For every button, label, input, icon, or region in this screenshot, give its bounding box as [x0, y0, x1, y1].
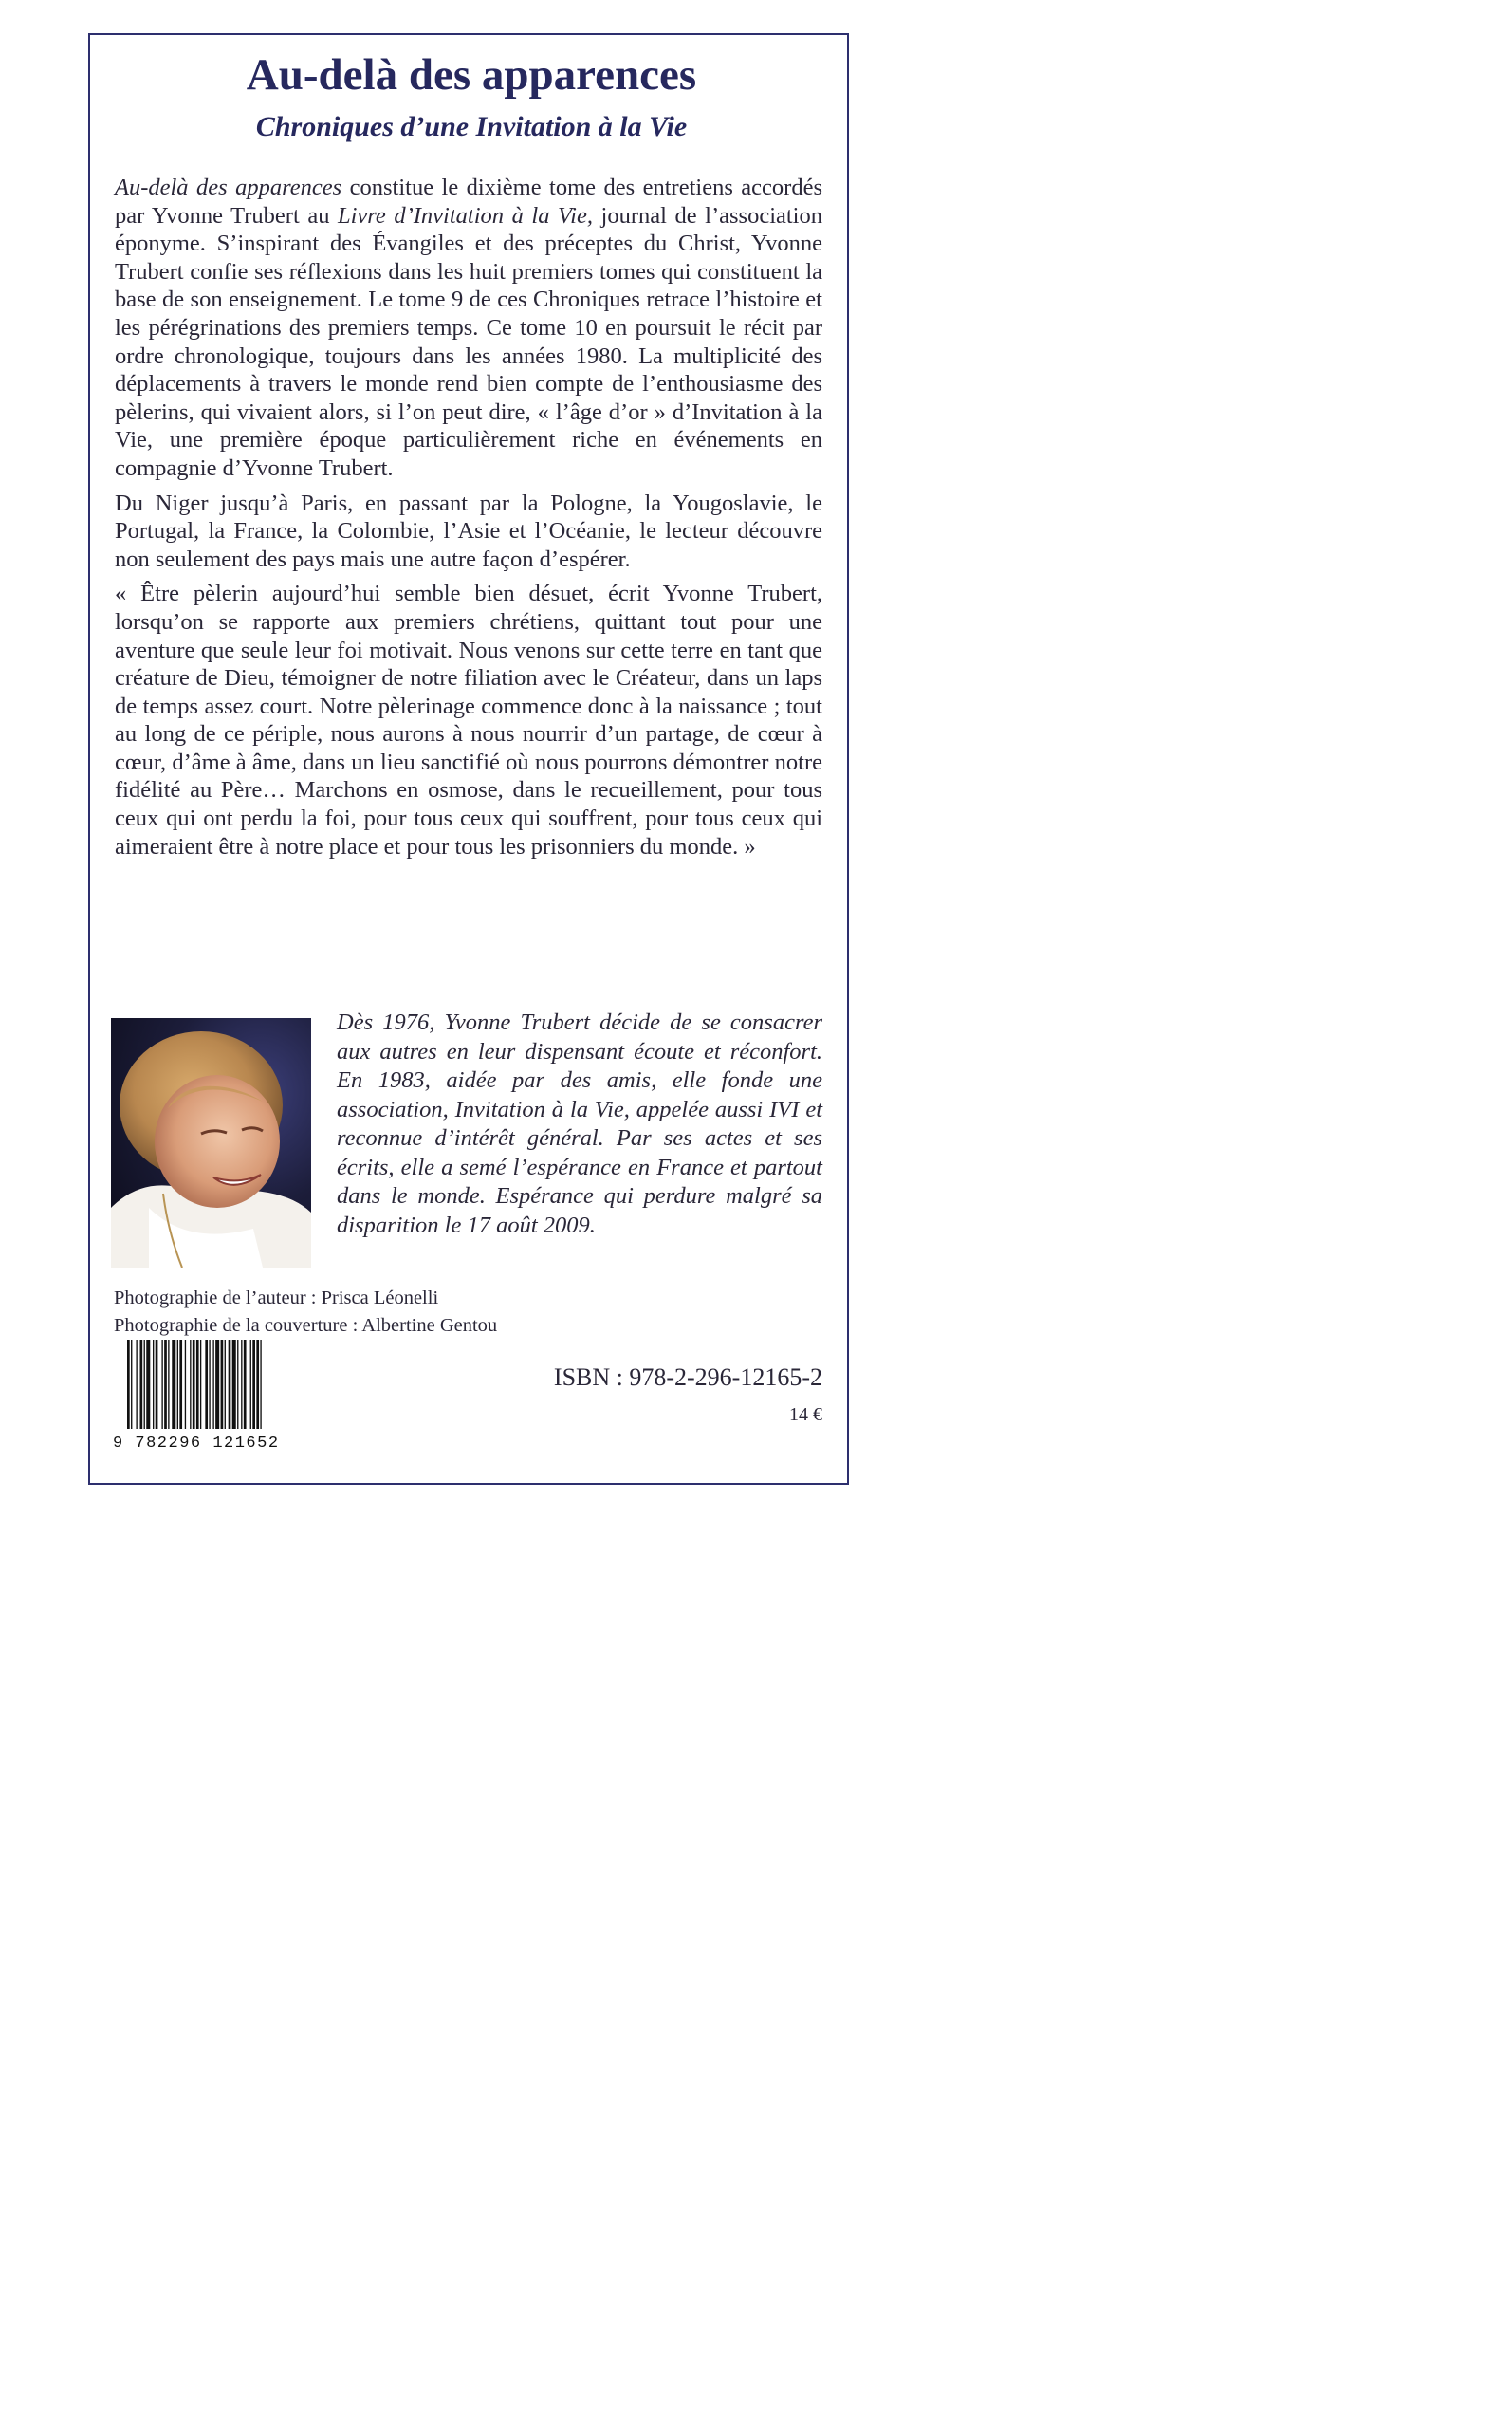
author-photo [111, 1018, 311, 1268]
price: 14 € [789, 1404, 822, 1425]
summary-paragraph-2: Du Niger jusqu’à Paris, en passant par la Pologne, la Yougoslavie, le Portugal, la France, la Colombie, l’Asie et l’Océanie, le lecteur découvre non seulement des pays mais une autre façon d’espérer. [115, 490, 822, 572]
barcode-digits: 9 782296 121652 [113, 1435, 280, 1452]
photo-credits [114, 1285, 778, 1340]
book-subtitle: Chroniques d’une Invitation à la Vie [255, 111, 688, 142]
cover-photo-credit: Photographie de la couverture : Albertine Gentou [114, 1315, 498, 1336]
barcode-bars [127, 1340, 262, 1429]
book-title: Au-delà des apparences [246, 50, 697, 100]
summary-paragraph-3: « Être pèlerin aujourd’hui semble bien désuet, écrit Yvonne Trubert, lorsqu’on se rapporte aux premiers chrétiens, quittant tout pour une aventure que seule leur foi motivait. Nous venons sur cette terre en tant que créature de Dieu, témoigner de notre filiation avec le Créateur, dans un laps de temps assez court. Notre pèlerinage commence donc à la naissance ; tout au long de ce périple, nous aurons à nous nourrir d’un partage, de cœur à cœur, d’âme à âme, dans un lieu sanctifié où nous pourrons démontrer notre fidélité au Père… Marchons en osmose, dans le recueillement, pour tous ceux qui ont perdu la foi, pour tous ceux qui souffrent, pour tous ceux qui aimeraient être à notre place et pour tous les prisonniers du monde. » [115, 581, 822, 860]
summary-journal-title: Livre d’Invitation à la Vie, [338, 202, 593, 229]
isbn: ISBN : 978-2-296-12165-2 [553, 1363, 822, 1391]
barcode [112, 1340, 330, 1452]
author-bio: Dès 1976, Yvonne Trubert décide de se consacrer aux autres en leur dispensant écoute et réconfort. En 1983, aidée par des amis, elle fonde une association, Invitation à la Vie, appelée aussi IVI et reconnue d’intérêt général. Par ses actes et ses écrits, elle a semé l’espérance en France et partout dans le monde. Espérance qui perdure malgré sa disparition le 17 août 2009. [337, 1010, 822, 1238]
summary-text [115, 174, 822, 867]
author-photo-credit: Photographie de l’auteur : Prisca Léonelli [114, 1288, 439, 1308]
author-portrait-illustration [111, 1018, 311, 1268]
summary-paragraph-1: Au-delà des apparences constitue le dixième tome des entretiens accordés par Yvonne Trubert au Livre d’Invitation à la Vie, journal de l’association éponyme. S’inspirant des Évangiles et des préceptes du Christ, Yvonne Trubert confie ses réflexions dans les huit premiers tomes qui constituent la base de son enseignement. Le tome 9 de ces Chroniques retrace l’histoire et les pérégrinations des premiers temps. Ce tome 10 en poursuit le récit par ordre chronologique, toujours dans les années 1980. La multiplicité des déplacements à travers le monde rend bien compte de l’enthousiasme des pèlerins, qui vivaient alors, si l’on peut dire, « l’âge d’or » d’Invitation à la Vie, une première époque particulièrement riche en événements en compagnie d’Yvonne Trubert. [115, 175, 822, 481]
summary-book-title: Au-delà des apparences [115, 175, 342, 200]
